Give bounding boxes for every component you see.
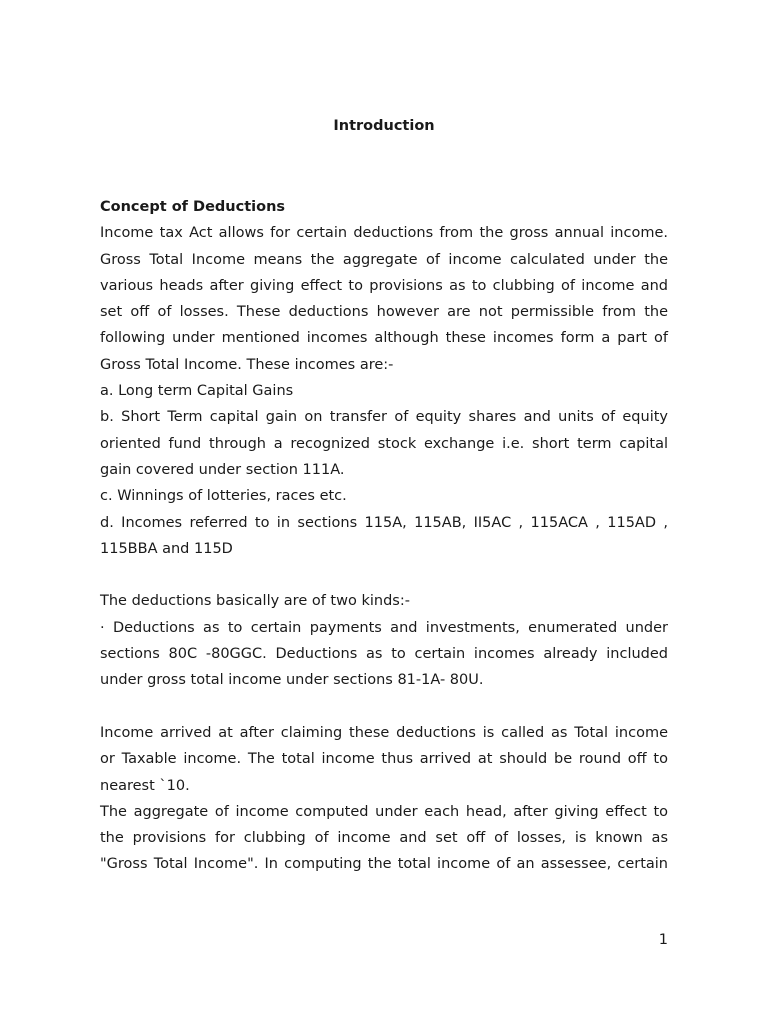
list-item-continuation: oriented fund through a recognized stock exchange i.e. short term capital xyxy=(100,435,668,452)
page-title: Introduction xyxy=(333,118,435,134)
bullet-item: · Deductions as to certain payments and investments, enumerated under xyxy=(100,619,668,636)
list-item: a. Long term Capital Gains xyxy=(100,383,294,400)
page-number: 1 xyxy=(658,932,668,948)
paragraph-line: various heads after giving effect to provisions as to clubbing of income and xyxy=(100,277,668,294)
bullet-item-continuation: sections 80C -80GGC. Deductions as to certain incomes already included xyxy=(100,646,668,663)
list-item: c. Winnings of lotteries, races etc. xyxy=(100,488,347,505)
paragraph-spacer xyxy=(100,562,668,588)
list-item: b. Short Term capital gain on transfer of equity shares and units of equity xyxy=(100,409,668,426)
paragraph-line: Income arrived at after claiming these deductions is called as Total income xyxy=(100,724,668,741)
list-item-continuation: gain covered under section 111A. xyxy=(100,461,345,478)
paragraph-spacer xyxy=(100,694,668,720)
paragraph-line: The deductions basically are of two kinds:- xyxy=(100,593,410,610)
paragraph-line: or Taxable income. The total income thus arrived at should be round off to xyxy=(100,751,668,768)
paragraph-line: following under mentioned incomes although these incomes form a part of xyxy=(100,330,668,347)
document-body xyxy=(100,194,668,878)
paragraph-line: the provisions for clubbing of income and set off of losses, is known as xyxy=(100,830,668,847)
paragraph-line: set off of losses. These deductions however are not permissible from the xyxy=(100,304,668,321)
list-item: d. Incomes referred to in sections 115A, 115AB, II5AC , 115ACA , 115AD , xyxy=(100,514,668,531)
paragraph-line: nearest `10. xyxy=(100,777,190,794)
paragraph-line: Gross Total Income means the aggregate of income calculated under the xyxy=(100,251,668,268)
paragraph-line: "Gross Total Income". In computing the total income of an assessee, certain xyxy=(100,856,668,873)
list-item-continuation: 115BBA and 115D xyxy=(100,540,233,557)
paragraph-line: The aggregate of income computed under each head, after giving effect to xyxy=(100,803,668,820)
bullet-item-continuation: under gross total income under sections 81-1A- 80U. xyxy=(100,672,484,689)
paragraph-line: Income tax Act allows for certain deductions from the gross annual income. xyxy=(100,225,668,242)
paragraph-line: Gross Total Income. These incomes are:- xyxy=(100,356,394,373)
section-heading: Concept of Deductions xyxy=(100,199,286,215)
